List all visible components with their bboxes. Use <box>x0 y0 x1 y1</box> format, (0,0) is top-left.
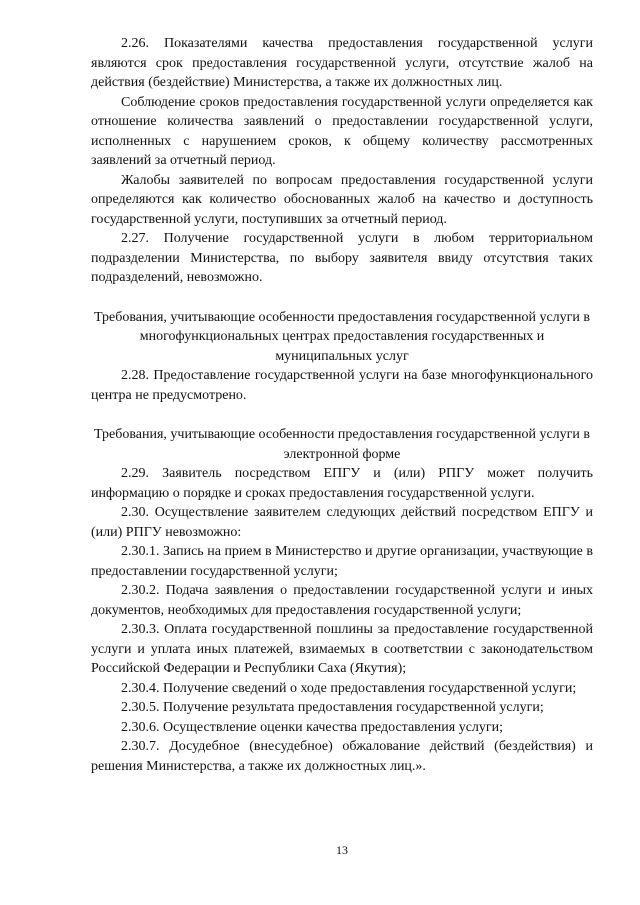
paragraph-2-30-7: 2.30.7. Досудебное (внесудебное) обжалование действий (бездействия) и решения Министерства, а также их должностных лиц.». <box>91 739 593 774</box>
paragraph-2-30: 2.30. Осуществление заявителем следующих действий посредством ЕПГУ и (или) РПГУ невозможно: <box>91 505 593 540</box>
paragraph-2-30-5: 2.30.5. Получение результата предоставления государственной услуги; <box>121 700 544 715</box>
paragraph-2-29: 2.29. Заявитель посредством ЕПГУ и (или) РПГУ может получить информацию о порядке и сроках предоставления государственной услуги. <box>91 466 593 501</box>
paragraph-2-30-1: 2.30.1. Запись на прием в Министерство и другие организации, участвующие в предоставлении государственной услуги; <box>91 544 593 579</box>
paragraph-2-30-4: 2.30.4. Получение сведений о ходе предоставления государственной услуги; <box>121 680 577 696</box>
section-gap <box>91 405 593 425</box>
paragraph-complaints: Жалобы заявителей по вопросам предоставления государственной услуги определяются как количество обоснованных жалоб на качество и доступность государственной услуги, поступивших за отчетный период. <box>91 172 593 227</box>
section-heading-electronic: Требования, учитывающие особенности предоставления государственной услуги в электронной форме <box>93 427 590 462</box>
section-gap <box>91 288 593 308</box>
section-heading-mfc: Требования, учитывающие особенности предоставления государственной услуги в многофункциональных центрах предоставления государственных и муниципальных услуг <box>93 309 590 364</box>
paragraph-2-30-6: 2.30.6. Осуществление оценки качества предоставления услуги; <box>121 719 504 735</box>
paragraph-2-26: 2.26. Показателями качества предоставления государственной услуги являются срок предоставления государственной услуги, отсутствие жалоб на действия (бездействие) Министерства, а также их должностных лиц. <box>91 36 593 90</box>
paragraph-2-30-2: 2.30.2. Подача заявления о предоставлении государственной услуги и иных документов, необходимых для предоставления государственной услуги; <box>91 583 593 618</box>
paragraph-2-30-3: 2.30.3. Оплата государственной пошлины за предоставление государственной услуги и уплата иных платежей, взимаемых в соответствии с законодательством Российской Федерации и Республики Саха (Якутия); <box>91 622 593 676</box>
paragraph-deadline-compliance: Соблюдение сроков предоставления государственной услуги определяется как отношение количества заявлений о предоставлении государственной услуги, исполненных с нарушением сроков, к общему количеству рассмотренных заявлений за отчетный период. <box>91 94 593 168</box>
paragraph-2-28: 2.28. Предоставление государственной услуги на базе многофункционального центра не предусмотрено. <box>91 368 593 403</box>
page-number: 13 <box>336 843 348 857</box>
paragraph-2-27: 2.27. Получение государственной услуги в любом территориальном подразделении Министерства, по выбору заявителя ввиду отсутствия таких подразделений, невозможно. <box>91 231 593 285</box>
